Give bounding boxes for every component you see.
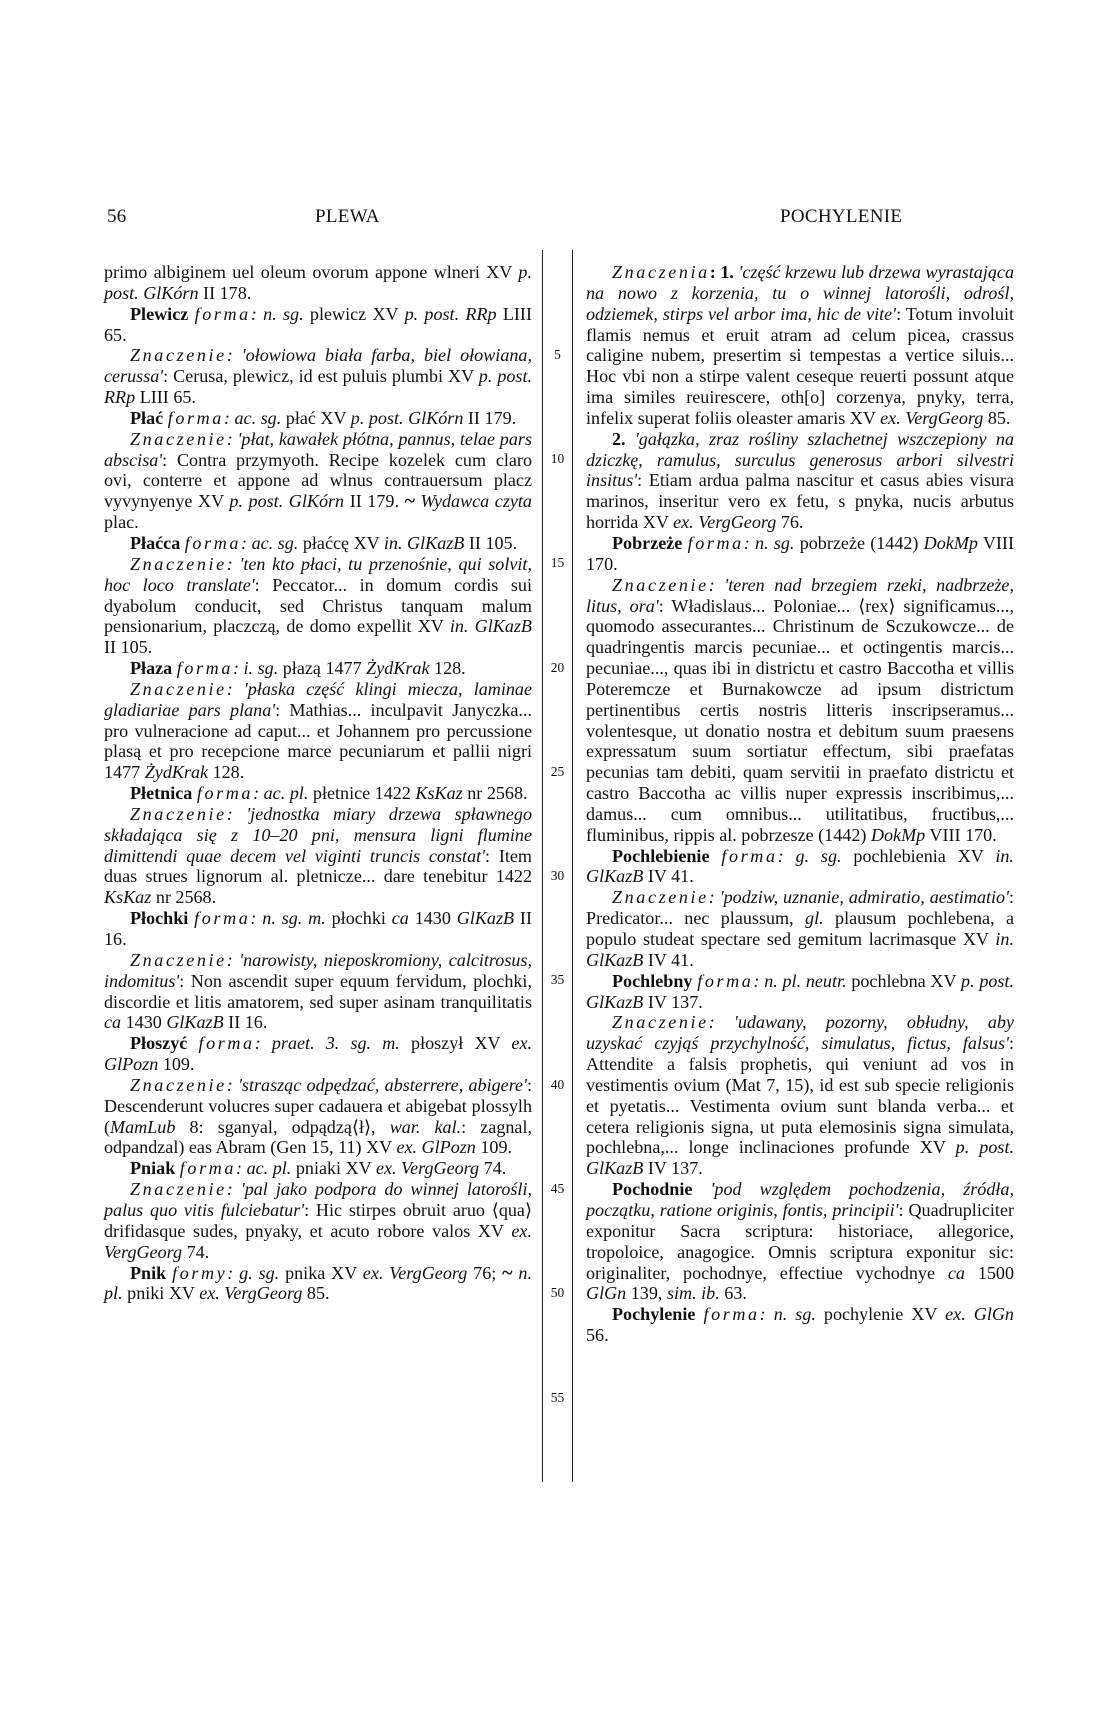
sense-plac: Znaczenie: 'płat, kawałek płótna, pannus, telae pars abscisa': Contra przymyoth. Recipe kozelek cum claro ovi, conterre et appone ad wlnus contrauersum placz vyvynyenye XV p. post. GlKórn II 179. ~ Wydawca czyta plac.: [104, 428, 532, 533]
sense-pochlebienie: Znaczenie: 'podziw, uznanie, admiratio, aestimatio': Predicator... nec plaussum, gl. plausum pochlebena, a populo studeat spectare sed gemitum lacrimasque XV in. GlKazB IV 41.: [586, 887, 1014, 970]
right-column: [586, 262, 1014, 1346]
headword: Pochodnie: [612, 1179, 693, 1200]
entry-pochlebienie: Pochlebienie forma: g. sg. pochlebienia XV in. GlKazB IV 41.: [586, 845, 1014, 887]
headword: Pniak: [130, 1158, 176, 1179]
entry-pniak: Pniak forma: ac. pl. pniaki XV ex. VergGeorg 74.: [130, 1158, 507, 1179]
entry-plaza: Płaza forma: i. sg. płazą 1477 ŻydKrak 128.: [130, 658, 466, 679]
running-head: [0, 206, 1115, 232]
line-number: 20: [550, 660, 565, 675]
entry-pochylenie: Pochylenie forma: n. sg. pochylenie XV ex. GlGn 56.: [586, 1304, 1014, 1346]
left-column: [104, 262, 532, 1304]
line-number: 10: [550, 451, 565, 466]
sense-pobrzeze: Znaczenie: 'teren nad brzegiem rzeki, nadbrzeże, litus, ora': Władislaus... Poloniae... ⟨rex⟩ significamus..., quomodo assecurantes... Christinum de Sczukowcze... de quadringentis marcis pecuniae... et octingentis marcis... pecuniae..., quas ibi in districtu et castro Baccotha et villis Poteremcze et Burnakowcze ad ipsum districtum pertinentibus certis nostris litteris inscripseramus... volentesque, ut donatio nostra et debitum suum praesens expressatum suum sortiatur effectum, sibi praefatas pecunias tam debiti, quam servitii in praefato districtu et castro Baccotha ac villis nuper expressis inscribimus,... damus... cum omnibus... utilitatibus, fructibus,... fluminibus, rippis al. pobrzesze (1442) DokMp VIII 170.: [586, 574, 1014, 845]
sense-pochlebny: Znaczenie: 'udawany, pozorny, obłudny, aby uzyskać czyjąś przychylność, simulatus, fictus, falsus': Attendite a falsis prophetis, qui veniunt ad vos in vestimentis ovium (Mat 7, 15), id est sub specie religionis et pyetatis... Vestimenta ovium sunt blanda verba... et cetera religionis signa, ut puta elemosinis signa simulata, pochlebna,... longe inclinaciones profunde XV p. post. GlKazB IV 137.: [586, 1012, 1014, 1179]
headword: Pochlebienie: [612, 845, 710, 866]
headword: Płetnica: [130, 783, 193, 804]
entry-pnik: Pnik formy: g. sg. pnika XV ex. VergGeorg 76; ~ n. pl. pniki XV ex. VergGeorg 85.: [104, 1261, 532, 1304]
swung-dash-icon: ~: [404, 490, 415, 513]
headword: Płać: [130, 407, 164, 428]
headword: Płaćca: [130, 532, 181, 553]
line-number: 50: [550, 1285, 565, 1300]
entry-ploszyc: Płoszyć forma: praet. 3. sg. m. płoszył XV ex. GlPozn 109.: [104, 1033, 533, 1075]
swung-dash-icon: ~: [502, 1261, 513, 1284]
line-number: 35: [550, 972, 565, 987]
sense-plaza: Znaczenie: 'płaska część klingi miecza, laminae gladiariae pars plana': Mathias... inculpavit Janyczka... pro vulneracione ad caput... et Johannem pro percussione plasą et pro recepcione marce pecuniarum et pallii nigri 1477 ŻydKrak 128.: [104, 678, 532, 783]
sense-plewicz: Znaczenie: 'ołowiowa biała farba, biel ołowiana, cerussa': Cerusa, plewicz, id est puluis plumbi XV p. post. RRp LIII 65.: [104, 345, 532, 408]
line-number: 15: [550, 555, 565, 570]
line-number: 30: [550, 868, 565, 883]
line-number: 55: [550, 1390, 565, 1405]
entry-pobrzeze: Pobrzeże forma: n. sg. pobrzeże (1442) DokMp VIII 170.: [586, 532, 1014, 574]
entry-placca: Płaćca forma: ac. sg. płaćcę XV in. GlKazB II 105.: [130, 532, 518, 553]
headword: Pochlebny: [612, 970, 693, 991]
page-number: 56: [107, 206, 127, 227]
sense-pletnica: Znaczenie: 'jednostka miary drzewa spławnego składająca się z 10–20 pni, mensura ligni flumine dimittendi quae decem vel viginti truncis constat': Item duas strues lignorum al. pletnicze... dare tenebitur 1422 KsKaz nr 2568.: [104, 803, 532, 908]
headword: Płoszyć: [130, 1033, 188, 1054]
entry-pochodnie: Pochodnie 'pod względem pochodzenia, źródła, początku, ratione originis, fontis, principii': Quadrupliciter exponitur Sacra scriptura: historiace, allegorice, tropoloice, anagogice. Omnis scriptura exponitur sic: originaliter, pochodnye, effectiue vychodnye ca 1500 GlGn 139, sim. ib. 63.: [586, 1179, 1014, 1304]
sense-pnik-2: 2. 'gałązka, zraz rośliny szlachetnej wszczepiony na dziczkę, ramulus, surculus generosus arbori silvestri insitus': Etiam ardua palma nascitur et casus abies visura marinos, inseritur vero ex fetu, s pnyka, nucis arbutus horrida XV ex. VergGeorg 76.: [586, 428, 1014, 533]
entry-plewicz: Plewicz forma: n. sg. plewicz XV p. post. RRp LIII 65.: [104, 303, 532, 345]
entry-plochki: Płochki forma: n. sg. m. płochki ca 1430 GlKazB II 16.: [104, 908, 532, 949]
left-running-head: PLEWA: [315, 206, 380, 227]
headword: Pochylenie: [612, 1304, 696, 1325]
sense-placca: Znaczenie: 'ten kto płaci, tu przenośnie, qui solvit, hoc loco translate': Peccator... in domum cordis sui dyabolum conducit, sed Christus tanquam malum pensionarium, placzczą, de domo expellit XV in. GlKazB II 105.: [104, 553, 532, 658]
sense-ploszyc: Znaczenie: 'strasząc odpędzać, absterrere, abigere': Descenderunt volucres super cadauera et abigebat plossylh (MamLub 8: sganyal, odpądzą⟨ł⟩, war. kal.: zagnal, odpandzal) eas Abram (Gen 15, 11) XV ex. GlPozn 109.: [104, 1074, 533, 1158]
line-number: 40: [550, 1077, 565, 1092]
headword: Pnik: [130, 1262, 167, 1283]
column-rule-left: [542, 250, 543, 1482]
sense-plochki: Znaczenie: 'narowisty, nieposkromiony, calcitrosus, indomitus': Non ascendit super equum fervidum, plochki, discordie et litis amatorem, sed super asinam tranquilitatis ca 1430 GlKazB II 16.: [104, 949, 532, 1033]
headword: Płaza: [130, 658, 173, 679]
line-number: 25: [550, 764, 565, 779]
headword: Płochki: [130, 908, 189, 929]
entry-continuation: primo albiginem uel oleum ovorum appone wlneri XV p. post. GlKórn II 178.: [104, 262, 532, 303]
line-number-gutter: [544, 262, 571, 1422]
line-number: 5: [554, 347, 561, 362]
headword: Plewicz: [130, 303, 189, 324]
entry-plac: Płać forma: ac. sg. płać XV p. post. GlKórn II 179.: [130, 407, 517, 428]
sense-pniak: Znaczenie: 'pal jako podpora do winnej latorośli, palus quo vitis fulciebatur': Hic stirpes obruit aruo ⟨qua⟩drifidasque sudes, pnyaky, et acuto robore valos XV ex. VergGeorg 74.: [104, 1179, 533, 1262]
sense-pnik-1: Znaczenia: 1. 'część krzewu lub drzewa wyrastająca na nowo z korzenia, tu o winnej latorośli, odrośl, odziemek, stirps vel arbor ima, hic de vite': Totum involuit flamis nemus et eruit atram ad celum picea, crassus caligine nubem, presertim si tempestas a vertice siluis... Hoc vbi non a stirpe valent ceseque reuerti possunt atque ima similes reuirescere, oth[o] corzenya, pnyky, terra, infelix superat foliis oleaster amaris XV ex. VergGeorg 85.: [586, 262, 1014, 428]
column-rule-right: [572, 250, 573, 1482]
headword: Pobrzeże: [612, 532, 683, 553]
entry-pletnica: Płetnica forma: ac. pl. płetnice 1422 KsKaz nr 2568.: [130, 783, 528, 804]
line-number: 45: [550, 1181, 565, 1196]
entry-pochlebny: Pochlebny forma: n. pl. neutr. pochlebna XV p. post. GlKazB IV 137.: [586, 970, 1015, 1012]
right-running-head: POCHYLENIE: [780, 206, 903, 227]
